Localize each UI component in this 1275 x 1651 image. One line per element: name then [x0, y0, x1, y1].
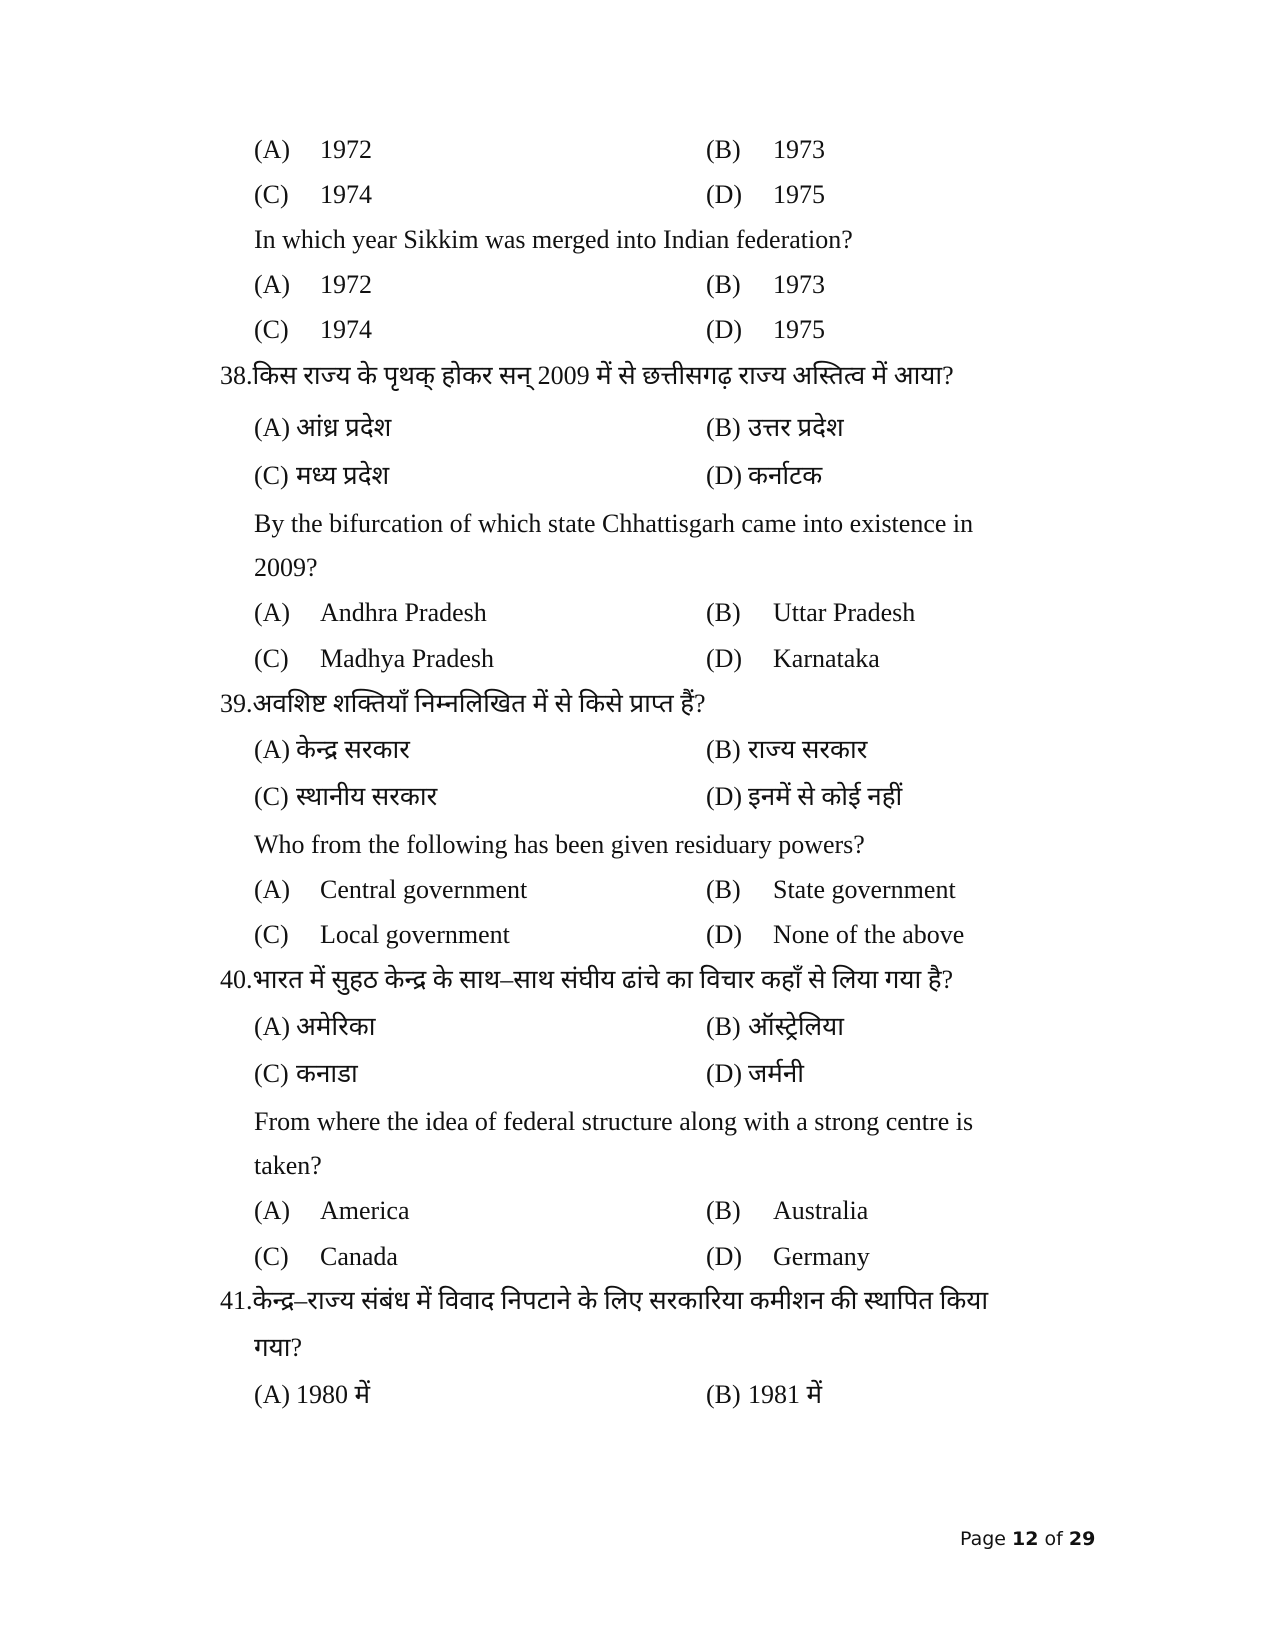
question-text-en-cont: 2009? — [254, 553, 318, 582]
option-label: (D) — [706, 920, 743, 949]
question-number: 38. — [220, 361, 253, 390]
option-label: (C) — [254, 461, 289, 490]
option-text: Australia — [773, 1196, 869, 1225]
option-text: मध्य प्रदेश — [296, 461, 390, 490]
option-text: 1975 — [773, 315, 825, 344]
option-text: 1972 — [320, 135, 372, 164]
question-text-en-cont: taken? — [254, 1151, 322, 1180]
option-text: Central government — [320, 875, 528, 904]
question-number: 39. — [220, 689, 253, 718]
option-text: 1972 — [320, 270, 372, 299]
question-text-en: In which year Sikkim was merged into Indian federation? — [254, 225, 853, 254]
option-label: (C) — [254, 1242, 289, 1271]
option-text: कर्नाटक — [748, 461, 823, 490]
question-40-hi — [220, 964, 953, 996]
option-text: ऑस्ट्रेलिया — [748, 1012, 844, 1041]
question-text-hi-cont: गया? — [254, 1333, 302, 1362]
option-label: (A) — [254, 598, 291, 627]
option-label: (A) — [254, 413, 291, 442]
option-text: None of the above — [773, 920, 965, 949]
option-label: (C) — [254, 782, 289, 811]
option-label: (C) — [254, 644, 289, 673]
option-text: America — [320, 1196, 410, 1225]
page-current: 12 — [1012, 1528, 1039, 1550]
option-text: इनमें से कोई नहीं — [748, 782, 903, 811]
option-text: स्थानीय सरकार — [296, 782, 438, 811]
option-label: (B) — [706, 598, 741, 627]
question-text-hi: किस राज्य के पृथक् होकर सन् 2009 में से छत्तीसगढ़ राज्य अस्तित्व में आया? — [252, 361, 954, 390]
option-text: 1981 में — [748, 1380, 823, 1409]
option-text: उत्तर प्रदेश — [748, 413, 844, 442]
option-label: (C) — [254, 1059, 289, 1088]
option-label: (B) — [706, 270, 741, 299]
option-text: State government — [773, 875, 956, 904]
option-text: 1973 — [773, 270, 825, 299]
option-label: (C) — [254, 180, 289, 209]
question-text-en: By the bifurcation of which state Chhattisgarh came into existence in — [254, 509, 974, 538]
option-label: (D) — [706, 644, 743, 673]
question-text-en: From where the idea of federal structure along with a strong centre is — [254, 1107, 974, 1136]
option-text: जर्मनी — [748, 1059, 805, 1088]
option-text: राज्य सरकार — [748, 735, 868, 764]
page-number — [960, 1528, 1095, 1550]
option-text: 1974 — [320, 180, 372, 209]
option-label: (A) — [254, 135, 291, 164]
option-label: (A) — [254, 875, 291, 904]
option-label: (D) — [706, 461, 743, 490]
option-label: (D) — [706, 1242, 743, 1271]
option-text: Uttar Pradesh — [773, 598, 916, 627]
option-label: (A) — [254, 735, 291, 764]
option-label: (D) — [706, 180, 743, 209]
question-text-hi: अवशिष्ट शक्तियाँ निम्नलिखित में से किसे प्राप्त हैं? — [252, 689, 706, 718]
question-text-en: Who from the following has been given residuary powers? — [254, 830, 865, 859]
option-label: (A) — [254, 270, 291, 299]
question-38-hi — [220, 360, 954, 392]
page-total: 29 — [1068, 1528, 1096, 1550]
question-text-hi: केन्द्र–राज्य संबंध में विवाद निपटाने के लिए सरकारिया कमीशन की स्थापित किया — [252, 1286, 989, 1315]
question-39-hi — [220, 688, 706, 720]
option-label: (B) — [706, 735, 741, 764]
option-text: अमेरिका — [296, 1012, 376, 1041]
option-label: (D) — [706, 1059, 743, 1088]
question-41-hi — [220, 1285, 988, 1317]
option-text: आंध्र प्रदेश — [296, 413, 392, 442]
option-label: (B) — [706, 1380, 741, 1409]
page-prefix: Page — [960, 1528, 1006, 1550]
option-label: (D) — [706, 315, 743, 344]
option-text: केन्द्र सरकार — [296, 735, 410, 764]
option-text: Madhya Pradesh — [320, 644, 495, 673]
option-text: Canada — [320, 1242, 398, 1271]
option-label: (A) — [254, 1196, 291, 1225]
page-of: of — [1044, 1528, 1063, 1550]
option-label: (A) — [254, 1012, 291, 1041]
option-label: (A) — [254, 1380, 291, 1409]
option-label: (C) — [254, 920, 289, 949]
option-label: (C) — [254, 315, 289, 344]
option-label: (B) — [706, 135, 741, 164]
option-label: (B) — [706, 413, 741, 442]
option-label: (B) — [706, 1012, 741, 1041]
option-text: 1975 — [773, 180, 825, 209]
option-text: Germany — [773, 1242, 870, 1271]
option-label: (B) — [706, 1196, 741, 1225]
question-number: 40. — [220, 965, 253, 994]
option-text: कनाडा — [296, 1059, 358, 1088]
option-text: 1980 में — [296, 1380, 371, 1409]
option-label: (D) — [706, 782, 743, 811]
question-number: 41. — [220, 1286, 253, 1315]
option-text: 1974 — [320, 315, 372, 344]
option-text: 1973 — [773, 135, 825, 164]
option-label: (B) — [706, 875, 741, 904]
option-text: Local government — [320, 920, 510, 949]
option-text: Karnataka — [773, 644, 880, 673]
question-text-hi: भारत में सुहठ केन्द्र के साथ–साथ संघीय ढांचे का विचार कहाँ से लिया गया है? — [252, 965, 954, 994]
option-text: Andhra Pradesh — [320, 598, 487, 627]
